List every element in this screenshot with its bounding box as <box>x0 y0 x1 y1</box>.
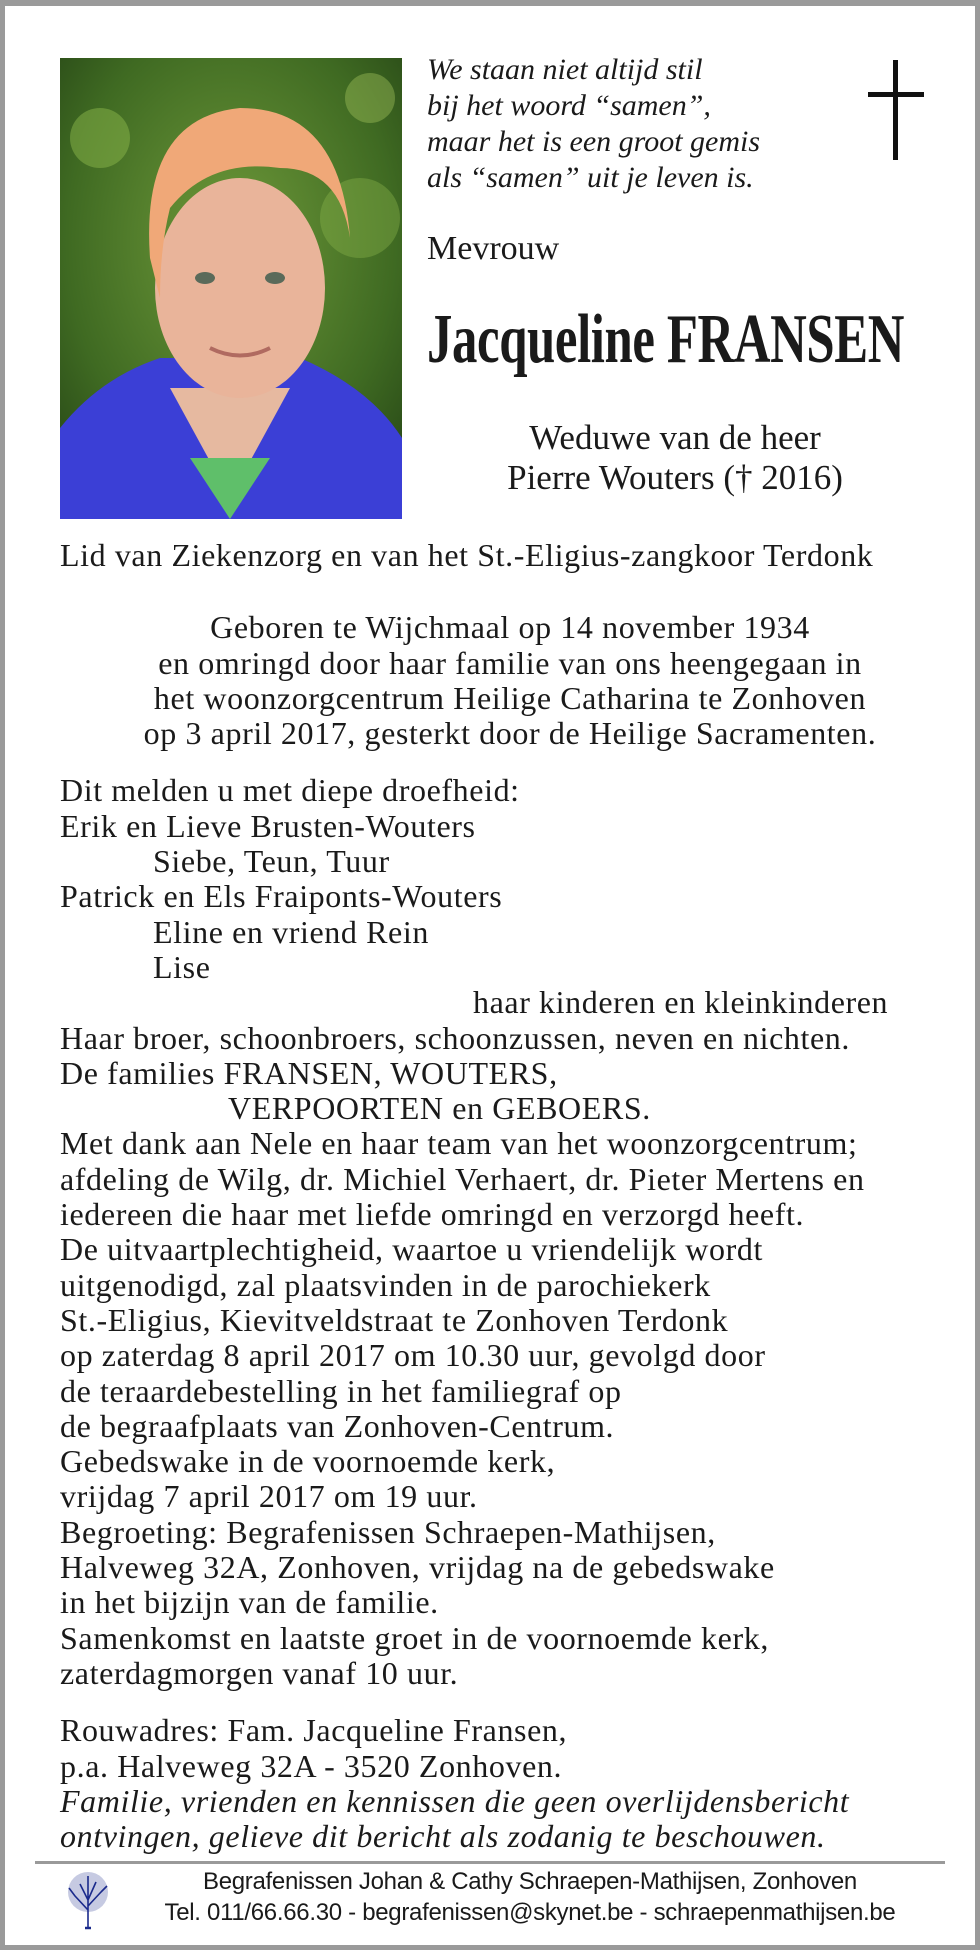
address-line: p.a. Halveweg 32A - 3520 Zonhoven. <box>60 1747 563 1784</box>
detail-line: zaterdagmorgen vanaf 10 uur. <box>60 1654 459 1691</box>
notice-line: ontvingen, gelieve dit bericht als zodanig te beschouwen. <box>60 1818 826 1855</box>
detail-line: Samenkomst en laatste groet in de voornoemde kerk, <box>60 1619 769 1656</box>
quote-line: maar het is een groot gemis <box>427 125 761 158</box>
quote-line: We staan niet altijd stil <box>427 53 703 86</box>
birth-line: Geboren te Wijchmaal op 14 november 1934 <box>210 609 810 646</box>
tree-logo-icon <box>63 1870 113 1930</box>
detail-line: Gebedswake in de voornoemde kerk, <box>60 1443 556 1480</box>
grandchildren: Siebe, Teun, Tuur <box>153 843 390 880</box>
grandchildren: Eline en vriend Rein <box>153 913 429 950</box>
membership: Lid van Ziekenzorg en van het St.-Eligius-zangkoor Terdonk <box>60 537 874 573</box>
birth-line: het woonzorgcentrum Heilige Catharina te Zonhoven <box>153 679 867 716</box>
quote-line: bij het woord “samen”, <box>427 89 711 122</box>
family-member: Patrick en Els Fraiponts-Wouters <box>60 878 503 915</box>
family-member: Erik en Lieve Brusten-Wouters <box>60 807 476 844</box>
detail-line: in het bijzijn van de familie. <box>60 1584 439 1621</box>
detail-line: op zaterdag 8 april 2017 om 10.30 uur, gevolgd door <box>60 1337 766 1374</box>
detail-line: de begraafplaats van Zonhoven-Centrum. <box>60 1407 615 1444</box>
detail-line: Begroeting: Begrafenissen Schraepen-Mathijsen, <box>60 1513 716 1550</box>
funeral-home-contact: Tel. 011/66.66.30 - begrafenissen@skynet.be - schraepenmathijsen.be <box>164 1899 896 1926</box>
poem-quote <box>427 52 760 196</box>
funeral-home-footer <box>130 1866 930 1928</box>
families: De families FRANSEN, WOUTERS, <box>60 1054 558 1091</box>
honorific: Mevrouw <box>427 230 560 267</box>
ceremony-details <box>60 1126 960 1691</box>
mourning-address <box>60 1713 960 1854</box>
birth-section <box>60 610 960 751</box>
detail-line: Halveweg 32A, Zonhoven, vrijdag na de gebedswake <box>60 1549 775 1586</box>
widow-line: Pierre Wouters († 2016) <box>507 458 843 497</box>
detail-line: St.-Eligius, Kievitveldstraat te Zonhoven Terdonk <box>60 1301 729 1338</box>
family-intro: Dit melden u met diepe droefheid: <box>60 772 520 809</box>
notice-line: Familie, vrienden en kennissen die geen overlijdensbericht <box>60 1782 850 1819</box>
funeral-home-name: Begrafenissen Johan & Cathy Schraepen-Mathijsen, Zonhoven <box>203 1868 857 1895</box>
family-section <box>60 773 960 1126</box>
widow-of <box>440 418 910 498</box>
portrait-photo <box>60 58 402 519</box>
address-line: Rouwadres: Fam. Jacqueline Fransen, <box>60 1712 568 1749</box>
announcement-body <box>60 538 960 1854</box>
detail-line: uitgenodigd, zal plaatsvinden in de parochiekerk <box>60 1266 711 1303</box>
birth-line: op 3 april 2017, gesterkt door de Heilige Sacramenten. <box>143 715 877 752</box>
detail-line: afdeling de Wilg, dr. Michiel Verhaert, dr. Pieter Mertens en <box>60 1160 865 1197</box>
footer-divider <box>35 1861 945 1864</box>
families: VERPOORTEN en GEBOERS. <box>228 1090 651 1127</box>
detail-line: vrijdag 7 april 2017 om 19 uur. <box>60 1478 478 1515</box>
cross-icon <box>868 60 924 160</box>
relatives: Haar broer, schoonbroers, schoonzussen, neven en nichten. <box>60 1019 850 1056</box>
widow-line: Weduwe van de heer <box>529 418 821 457</box>
deceased-name: Jacqueline FRANSEN <box>427 301 905 378</box>
family-role: haar kinderen en kleinkinderen <box>473 984 889 1021</box>
detail-line: de teraardebestelling in het familiegraf op <box>60 1372 622 1409</box>
birth-line: en omringd door haar familie van ons heengegaan in <box>158 644 862 681</box>
detail-line: Met dank aan Nele en haar team van het woonzorgcentrum; <box>60 1125 858 1162</box>
detail-line: iedereen die haar met liefde omringd en verzorgd heeft. <box>60 1196 805 1233</box>
quote-line: als “samen” uit je leven is. <box>427 161 754 194</box>
grandchildren: Lise <box>153 948 211 985</box>
detail-line: De uitvaartplechtigheid, waartoe u vriendelijk wordt <box>60 1231 763 1268</box>
